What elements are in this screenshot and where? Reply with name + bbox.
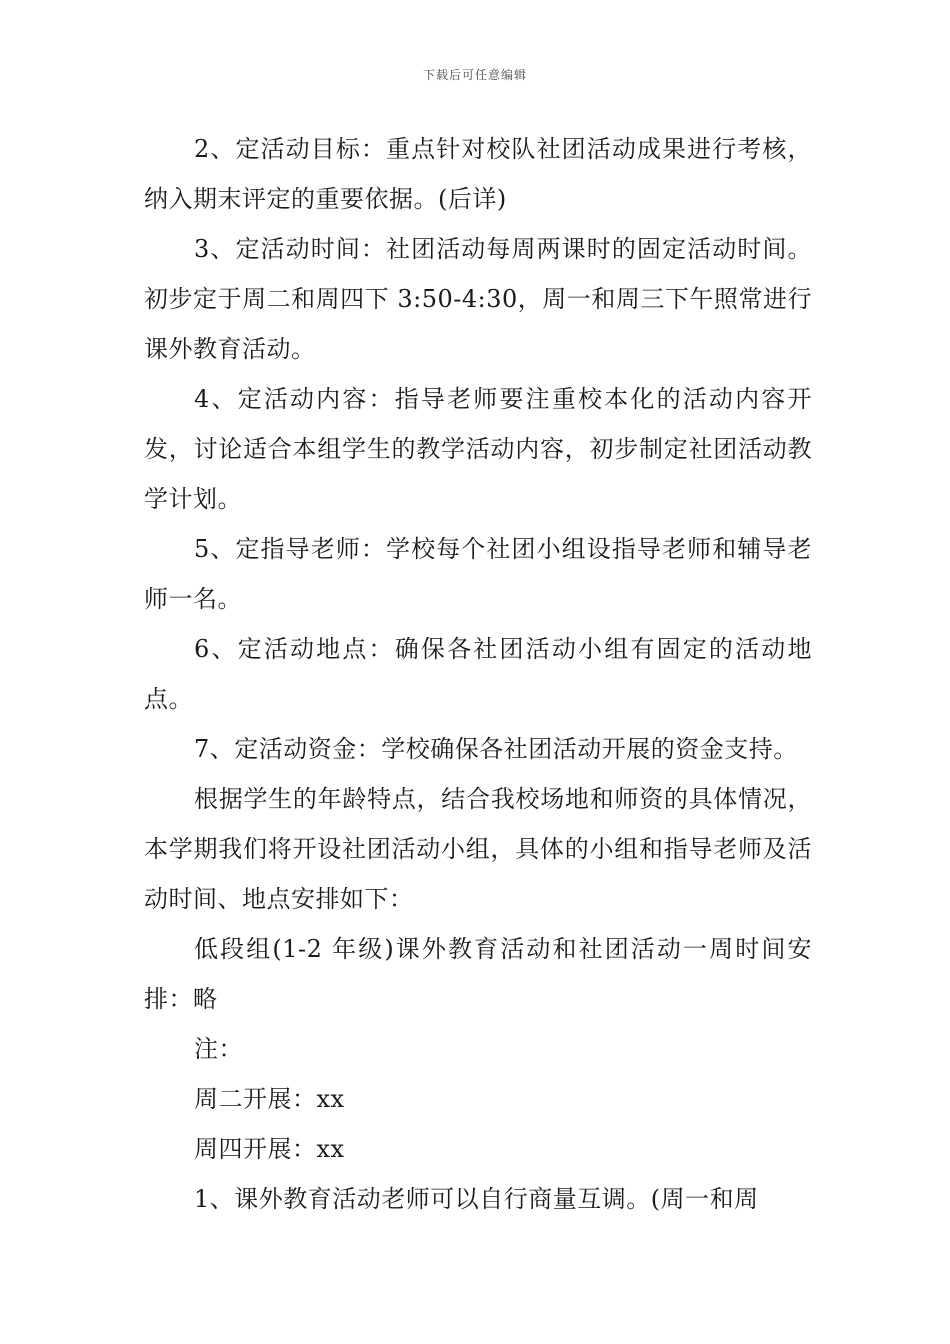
paragraph-intro: 根据学生的年龄特点，结合我校场地和师资的具体情况，本学期我们将开设社团活动小组，具体的小组和指导老师及活动时间、地点安排如下：: [144, 785, 812, 913]
paragraph-thursday: 周四开展：xx: [194, 1135, 345, 1163]
paragraph-funding: 7、定活动资金：学校确保各社团活动开展的资金支持。: [194, 735, 798, 763]
paragraph-note-1: 1、课外教育活动老师可以自行商量互调。(周一和周: [194, 1185, 759, 1213]
paragraph-note-label: 注：: [194, 1035, 243, 1063]
paragraph-schedule: 低段组(1-2 年级)课外教育活动和社团活动一周时间安排：略: [144, 935, 812, 1013]
document-body: [144, 124, 812, 1224]
paragraph-content: 4、定活动内容：指导老师要注重校本化的活动内容开发，讨论适合本组学生的教学活动内容，初步制定社团活动教学计划。: [144, 385, 812, 513]
paragraph-location: 6、定活动地点：确保各社团活动小组有固定的活动地点。: [144, 635, 812, 713]
paragraph-time: 3、定活动时间：社团活动每周两课时的固定活动时间。初步定于周二和周四下 3:50-4:30，周一和周三下午照常进行课外教育活动。: [144, 235, 812, 363]
paragraph-tuesday: 周二开展：xx: [194, 1085, 345, 1113]
page-header: 下载后可任意编辑: [422, 68, 527, 82]
paragraph-teacher: 5、定指导老师：学校每个社团小组设指导老师和辅导老师一名。: [144, 535, 812, 613]
paragraph-goal: 2、定活动目标：重点针对校队社团活动成果进行考核，纳入期末评定的重要依据。(后详): [144, 135, 812, 213]
